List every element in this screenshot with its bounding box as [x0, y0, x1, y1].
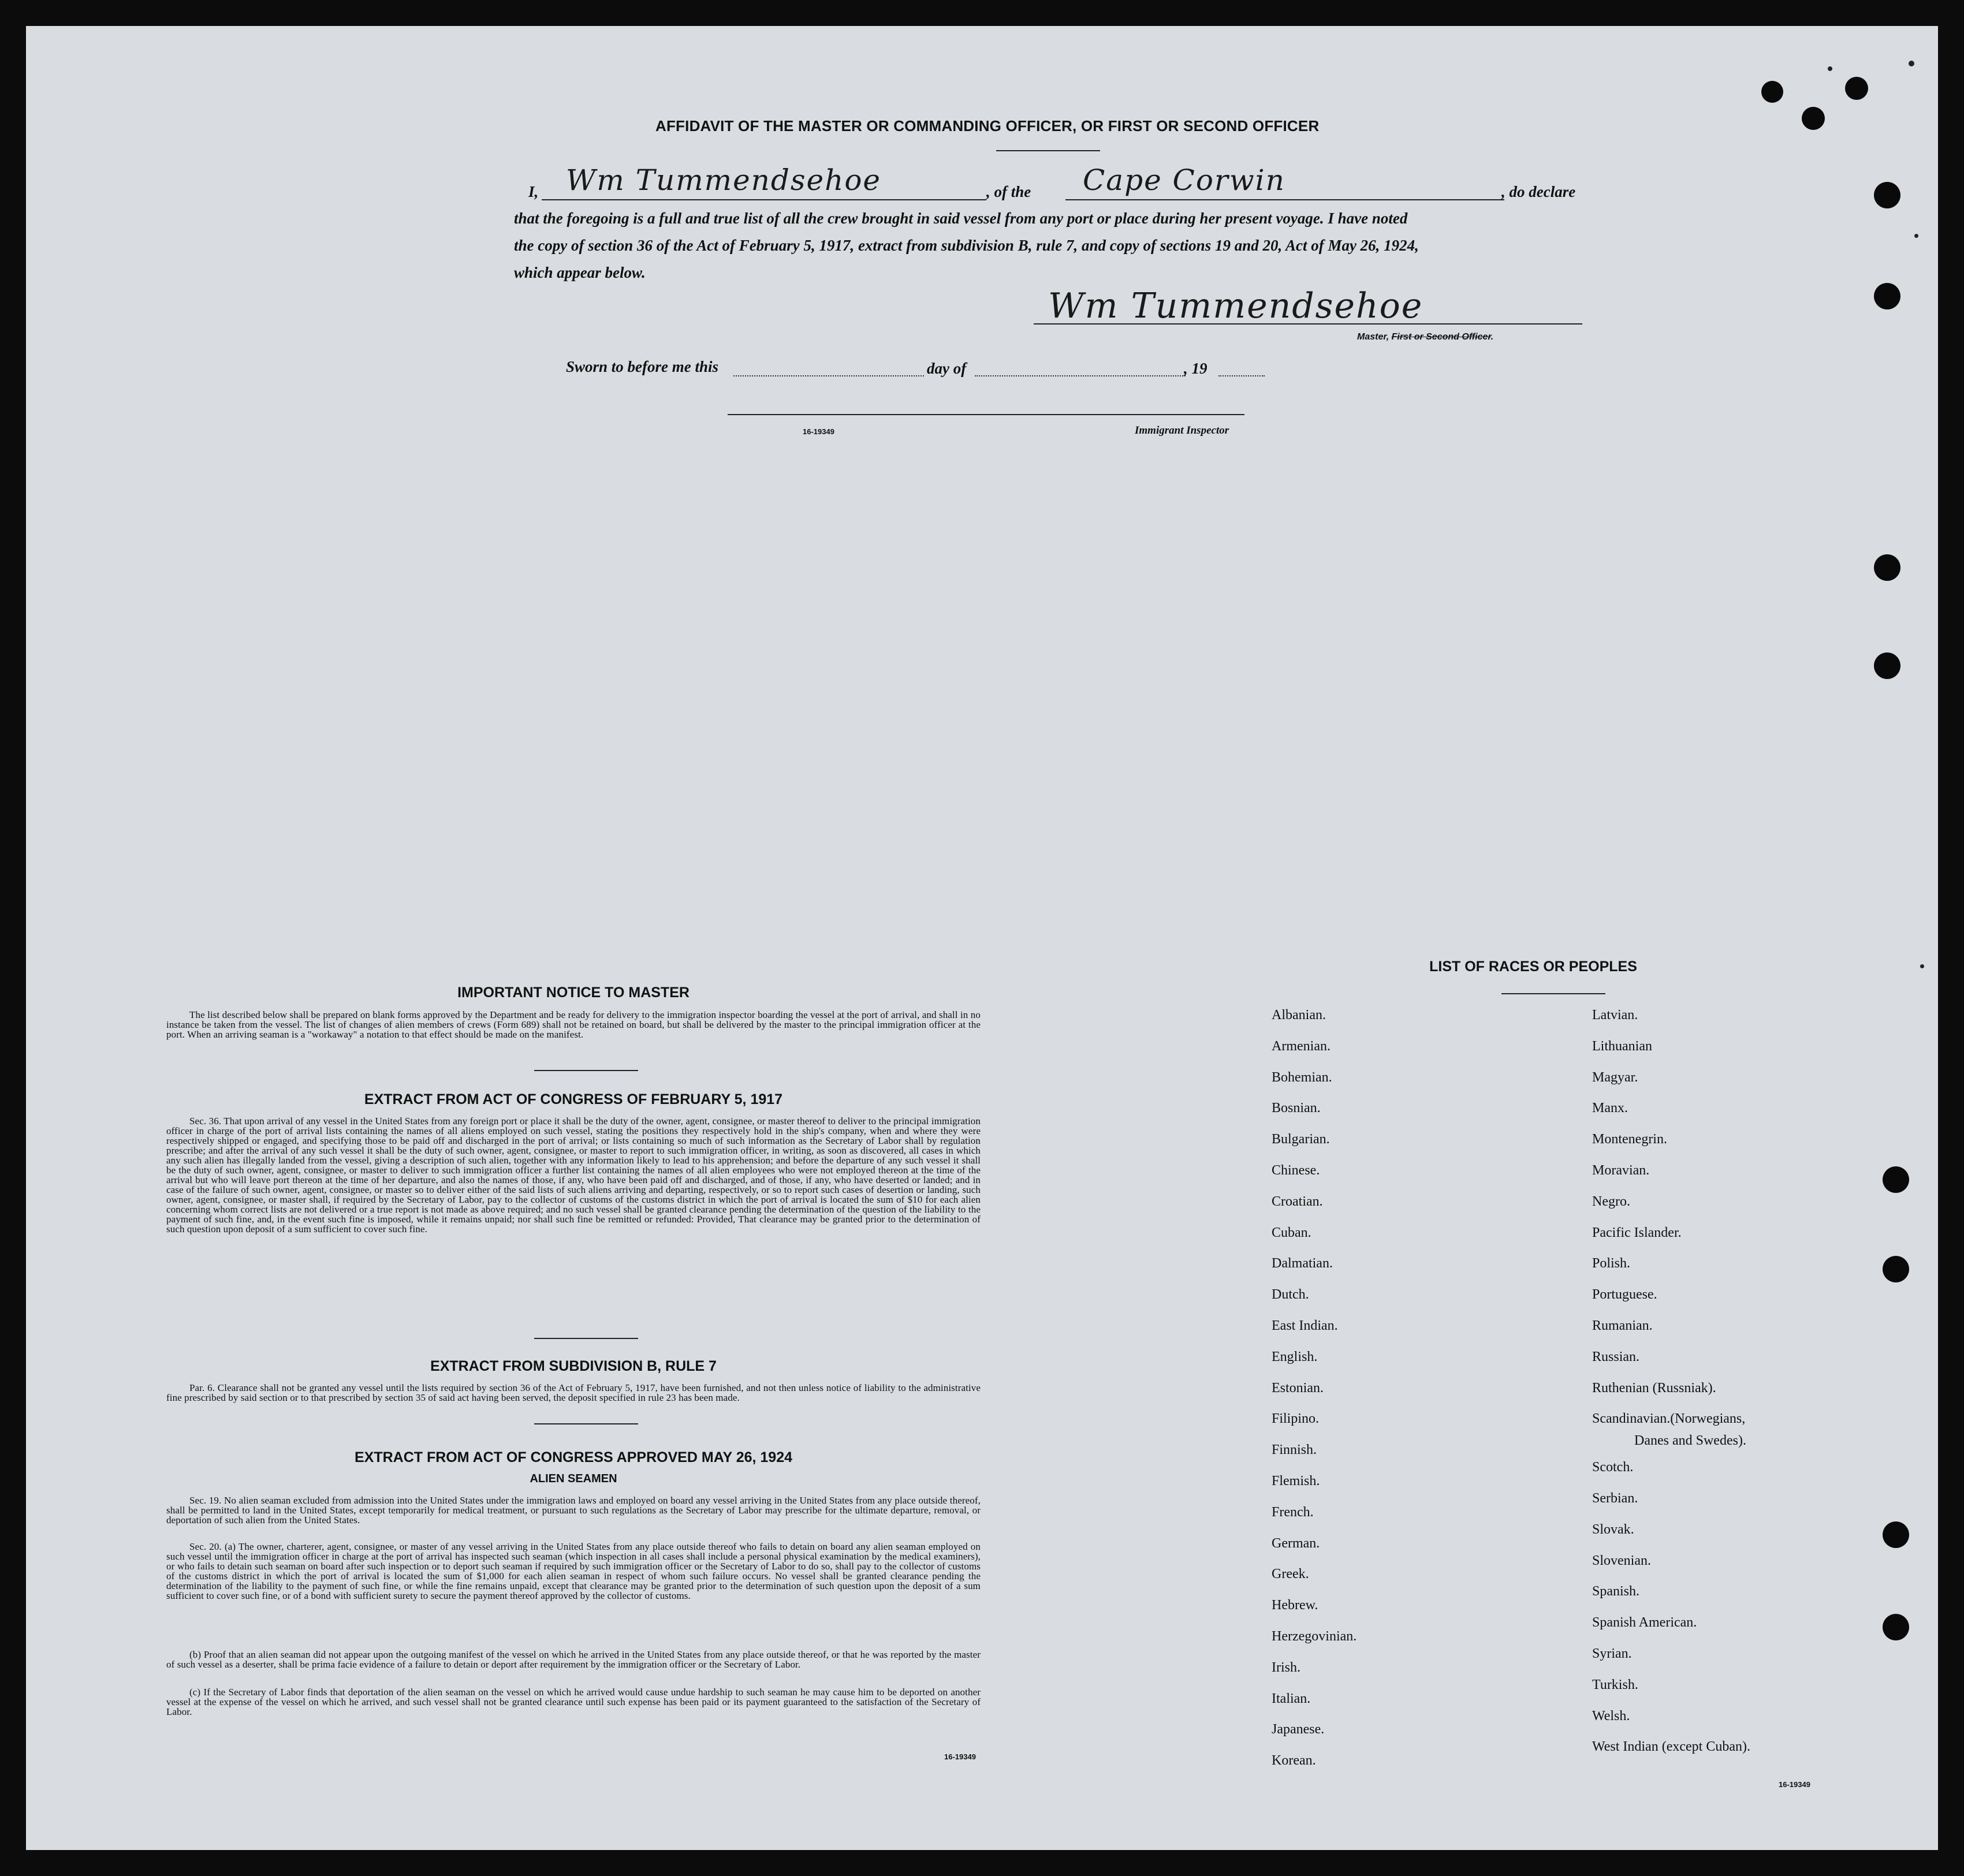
affidavit-line-2: that the foregoing is a full and true list of all the crew brought in said vessel from any port or place during her present voyage. I have noted	[514, 210, 1408, 227]
race-item-right: West Indian (except Cuban).	[1592, 1739, 1750, 1754]
affidavit-title: AFFIDAVIT OF THE MASTER OR COMMANDING OFFICER, OR FIRST OR SECOND OFFICER	[655, 117, 1320, 135]
sworn-day-line	[733, 375, 924, 376]
race-item-right: Spanish.	[1592, 1584, 1640, 1599]
speck	[1920, 964, 1924, 968]
race-item-right: Serbian.	[1592, 1491, 1638, 1506]
race-item-right: Lithuanian	[1592, 1039, 1652, 1054]
of-the-label: , of the	[986, 183, 1031, 200]
do-declare-label: , do declare	[1501, 183, 1576, 200]
section-rule	[534, 1070, 638, 1071]
race-item-left: Irish.	[1272, 1660, 1300, 1675]
race-item-right: Montenegrin.	[1592, 1132, 1667, 1147]
sec20c-body: (c) If the Secretary of Labor finds that deportation of the alien seaman on the vessel on which he arrived would cause undue hardship to such seaman he may cause him to be deported on another vessel at the expense of the vessel on which he arrived, and such vessel shall not be granted clearance until such expense has been paid or its payment guaranteed to the satisfaction of the Secretary of Labor.	[166, 1687, 981, 1717]
sworn-label: Sworn to before me this	[566, 358, 719, 375]
sec20a-body: Sec. 20. (a) The owner, charterer, agent, consignee, or master of any vessel arriving in the United States from any place outside thereof who fails to detain on board any alien seaman employed on such vessel until the immigration officer in charge at the port of arrival has inspected such seaman (which inspection in all cases shall include a personal physical examination by the medical examiners), or who fails to detain such seaman on board after such inspection or to deport such seaman if required by such immigration officer or the Secretary of Labor to do so, shall pay to the collector of customs of the customs district in which the port of arrival is located the sum of $1,000 for each alien seaman in respect of whom such failure occurs. No vessel shall be granted clearance pending the determination of the liability to the payment of such fine, or while the fine remains unpaid, except that clearance may be granted prior to the determination of such question upon the deposit of a sum sufficient to cover such fine, or of a bond with sufficient surety to secure the payment thereof approved by the collector of customs.	[166, 1541, 981, 1601]
race-item-right: Welsh.	[1592, 1709, 1630, 1724]
extract-form-number: 16-19349	[944, 1752, 976, 1761]
races-title-rule	[1501, 993, 1605, 994]
sec19-body: Sec. 19. No alien seaman excluded from admission into the United States under the immigration laws and employed on board any vessel arriving in the United States from any place outside thereof, shall be permitted to land in the United States, except temporarily for medical treatment, or pursuant to such regulations as the Secretary of Labor may prescribe for the ultimate departure, removal, or deportation of such alien from the United States.	[166, 1495, 981, 1526]
section-rule	[534, 1423, 638, 1424]
vessel-line	[1065, 199, 1504, 200]
caption-master: Master,	[1357, 332, 1389, 342]
race-item-left: English.	[1272, 1349, 1318, 1364]
race-item-left: Chinese.	[1272, 1163, 1320, 1178]
punch-hole	[1874, 652, 1900, 679]
race-item-right: Ruthenian (Russniak).	[1592, 1381, 1716, 1396]
extract-rule7-heading: EXTRACT FROM SUBDIVISION B, RULE 7	[430, 1358, 717, 1374]
race-item-left: Finnish.	[1272, 1442, 1317, 1457]
race-item-right: Russian.	[1592, 1349, 1640, 1364]
i-label: I,	[528, 183, 539, 200]
race-item-left: Albanian.	[1272, 1008, 1326, 1023]
document-page	[26, 26, 1938, 1850]
signature-handwritten: Wm Tummendsehoe	[1048, 286, 1423, 326]
extract-1917-heading: EXTRACT FROM ACT OF CONGRESS OF FEBRUARY 5, 1917	[364, 1091, 783, 1107]
race-item-left: Flemish.	[1272, 1474, 1320, 1489]
race-item-right: Polish.	[1592, 1256, 1631, 1271]
title-rule	[996, 150, 1100, 151]
year-label: , 19	[1184, 360, 1208, 377]
race-item-left: Armenian.	[1272, 1039, 1331, 1054]
race-item-left: Filipino.	[1272, 1411, 1320, 1426]
punch-hole	[1845, 77, 1868, 100]
extract-1924-heading: EXTRACT FROM ACT OF CONGRESS APPROVED MAY 26, 1924	[354, 1449, 793, 1465]
punch-hole	[1802, 107, 1825, 130]
affidavit-line-4: which appear below.	[514, 264, 646, 281]
race-item-right: Latvian.	[1592, 1008, 1638, 1023]
name-line	[542, 199, 986, 200]
race-item-left: Korean.	[1272, 1753, 1316, 1768]
race-item-right: Turkish.	[1592, 1677, 1638, 1692]
race-item-left: East Indian.	[1272, 1318, 1338, 1333]
race-item-right: Syrian.	[1592, 1646, 1632, 1661]
speck	[1914, 234, 1918, 238]
race-item-left: Bulgarian.	[1272, 1132, 1330, 1147]
race-item-right: Scandinavian.(Norwegians,	[1592, 1411, 1746, 1426]
race-item-left: Croatian.	[1272, 1194, 1323, 1209]
notice-body: The list described below shall be prepared on blank forms approved by the Department and be ready for delivery to the immigration inspector boarding the vessel at the port of arrival, and shall in no instance be taken from the vessel. The list of changes of alien members of crews (Form 689) shall not be retained on board, but shall be delivered by the master to the principal immigration officer at the port. When an arriving seaman is a "workaway" a notation to that effect should be made on the manifest.	[166, 1009, 981, 1040]
punch-hole	[1761, 81, 1783, 103]
punch-hole	[1883, 1166, 1909, 1193]
punch-hole	[1883, 1521, 1909, 1548]
caption-end: .	[1490, 332, 1494, 342]
punch-hole	[1883, 1256, 1909, 1282]
punch-hole	[1874, 283, 1900, 309]
vessel-name-handwritten: Cape Corwin	[1083, 163, 1285, 197]
notice-heading: IMPORTANT NOTICE TO MASTER	[457, 984, 690, 1001]
inspector-label: Immigrant Inspector	[1135, 424, 1229, 437]
master-name-handwritten: Wm Tummendsehoe	[566, 163, 882, 197]
inspector-line	[728, 414, 1244, 415]
race-item-left: Dutch.	[1272, 1287, 1309, 1302]
race-item-right: Manx.	[1592, 1101, 1628, 1116]
race-item-left: Hebrew.	[1272, 1598, 1318, 1613]
race-item-right: Rumanian.	[1592, 1318, 1653, 1333]
race-item-right: Moravian.	[1592, 1163, 1650, 1178]
affidavit-form-number: 16-19349	[803, 427, 834, 436]
section-rule	[534, 1338, 638, 1339]
extract-1917-body: Sec. 36. That upon arrival of any vessel in the United States from any foreign port or place it shall be the duty of the owner, agent, consignee, or master thereof to deliver to the principal immigration officer in charge of the port of arrival lists containing the names of all aliens employed on such vessel, stating the positions they respectively hold in the ship's company, when and where they were respectively shipped or engaged, and specifying those to be paid off and discharged in the port of arrival; or lists containing so much of such information as the Secretary of Labor shall by regulation prescribe; and after the arrival of any such vessel it shall be the duty of such owner, agent, consignee, or master to report to such immigration officer, in writing, as soon as discovered, all cases in which any such alien has illegally landed from the vessel, giving a description of such alien, together with any information likely to lead to his apprehension; and before the departure of any such vessel it shall be the duty of such owner, agent, consignee, or master to deliver to such immigration officer a further list containing the names of all alien employees who were not employed thereon at the time of the arrival but who will leave port thereon at the time of her departure, and also the names of those, if any, who have been paid off and discharged, and of those, if any, who have deserted or landed; and in case of the failure of such owner, agent, consignee, or master so to deliver either of the said lists of such aliens arriving and departing, respectively, or so to report such cases of desertion or landing, such owner, agent, consignee, or master shall, if required by the Secretary of Labor, pay to the collector of customs of the customs district in which the port of arrival is located the sum of $10 for each alien concerning whom correct lists are not delivered or a true report is not made as above required; and no such vessel shall be granted clearance pending the determination of the question of the liability to the payment of such fine, and, in the event such fine is imposed, while it remains unpaid; nor shall such fine be remitted or refunded: Provided, That clearance may be granted prior to the determination of such question upon deposit of a sum sufficient to cover such fine.	[166, 1116, 981, 1234]
caption-struck: First or Second Officer	[1391, 332, 1491, 342]
signature-caption	[1357, 332, 1493, 342]
races-form-number: 16-19349	[1779, 1780, 1810, 1789]
race-item-left: French.	[1272, 1505, 1314, 1520]
day-of-label: day of	[927, 360, 967, 377]
race-item-left: Cuban.	[1272, 1225, 1311, 1240]
race-item-right: Pacific Islander.	[1592, 1225, 1682, 1240]
race-item-right: Scotch.	[1592, 1460, 1634, 1475]
race-item-left: Estonian.	[1272, 1381, 1324, 1396]
races-title: LIST OF RACES OR PEOPLES	[1429, 958, 1637, 975]
signature-line	[1034, 323, 1582, 325]
punch-hole	[1874, 182, 1900, 208]
race-item-left: Bosnian.	[1272, 1101, 1321, 1116]
race-item-left: Japanese.	[1272, 1722, 1325, 1737]
sworn-month-line	[975, 375, 1186, 376]
speck	[1828, 66, 1832, 71]
race-scandinavian-continued: Danes and Swedes).	[1634, 1433, 1746, 1448]
race-item-left: Italian.	[1272, 1691, 1311, 1706]
extract-rule7-body: Par. 6. Clearance shall not be granted any vessel until the lists required by section 36 of the Act of February 5, 1917, have been furnished, and not then unless notice of liability to the administrative fine prescribed by said section or to that prescribed by section 35 of said act having been served, the deposit specified in rule 23 has been made.	[166, 1382, 981, 1403]
punch-hole	[1874, 554, 1900, 581]
race-item-right: Slovak.	[1592, 1522, 1634, 1537]
alien-seamen-subheading: ALIEN SEAMEN	[530, 1472, 617, 1485]
race-item-left: Greek.	[1272, 1567, 1309, 1582]
race-item-left: German.	[1272, 1536, 1320, 1551]
sec20b-body: (b) Proof that an alien seaman did not appear upon the outgoing manifest of the vessel on which he arrived in the United States from any place outside thereof, or that he was reported by the master of such vessel as a deserter, shall be prima facie evidence of a failure to detain or deport after requirement by the immigration officer or the Secretary of Labor.	[166, 1649, 981, 1670]
speck	[1909, 61, 1914, 66]
race-item-right: Portuguese.	[1592, 1287, 1657, 1302]
race-item-right: Spanish American.	[1592, 1615, 1697, 1630]
punch-hole	[1883, 1614, 1909, 1640]
race-item-right: Slovenian.	[1592, 1553, 1651, 1568]
race-item-right: Negro.	[1592, 1194, 1630, 1209]
sworn-year-line	[1218, 375, 1265, 376]
affidavit-line-3: the copy of section 36 of the Act of February 5, 1917, extract from subdivision B, rule 7, and copy of sections 19 and 20, Act of May 26, 1924,	[514, 237, 1419, 254]
race-item-right: Magyar.	[1592, 1070, 1638, 1085]
race-item-left: Herzegovinian.	[1272, 1629, 1357, 1644]
race-item-left: Bohemian.	[1272, 1070, 1332, 1085]
race-item-left: Dalmatian.	[1272, 1256, 1333, 1271]
